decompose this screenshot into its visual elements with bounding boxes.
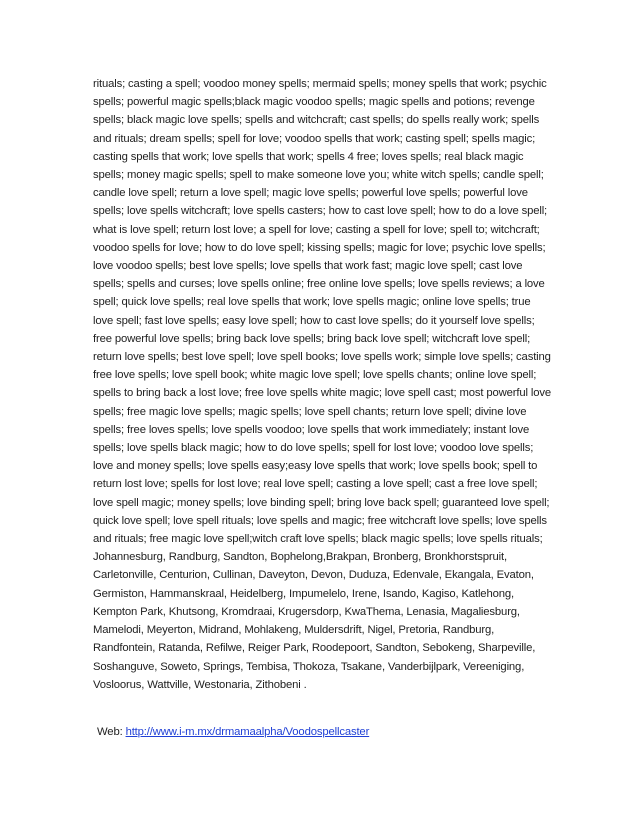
web-label: Web: bbox=[97, 726, 126, 738]
web-line bbox=[97, 723, 369, 741]
body-paragraph: rituals; casting a spell; voodoo money spells; mermaid spells; money spells that work; psychic spells; powerful magic spells;black magic voodoo spells; magic spells and potions; revenge spells; black magic love spells; spells and witchcraft; cast spells; do spells really work; spells and rituals; dream spells; spell for love; voodoo spells that work; casting spell; spells magic; casting spells that work; love spells that work; spells 4 free; loves spells; real black magic spells; money magic spells; spell to make someone love you; white witch spells; candle spell; candle love spell; return a love spell; magic love spells; powerful love spells; powerful love spells; love spells witchcraft; love spells casters; how to cast love spell; how to do a love spell; what is love spell; return lost love; a spell for love; casting a spell for love; spell to; witchcraft; voodoo spells for love; how to do love spell; kissing spells; magic for love; psychic love spells; love voodoo spells; best love spells; love spells that work fast; magic love spell; cast love spells; spells and curses; love spells online; free online love spells; love spells reviews; a love spell; quick love spells; real love spells that work; love spells magic; online love spells; true love spell; fast love spells; easy love spell; how to cast love spells; do it yourself love spells; free powerful love spells; bring back love spells; bring back love spell; witchcraft love spell; return love spells; best love spell; love spell books; love spells work; simple love spells; casting free love spells; love spell book; white magic love spell; love spells chants; online love spell; spells to bring back a lost love; free love spells white magic; love spell cast; most powerful love spells; free magic love spells; magic spells; love spell chants; return love spell; divine love spells; free loves spells; love spells voodoo; love spells that work immediately; instant love spells; love spells black magic; how to do love spells; spell for lost love; voodoo love spells; love and money spells; love spells easy;easy love spells that work; love spells book; spell to return lost love; spells for lost love; real love spell; casting a love spell; cast a free love spell; love spell magic; money spells; love binding spell; bring love back spell; guaranteed love spell; quick love spell; love spell rituals; love spells and magic; free witchcraft love spells; love spells and rituals; free magic love spell;witch craft love spells; black magic spells; love spells rituals; Johannesburg, Randburg, Sandton, Bophelong,Brakpan, Bronberg, Bronkhorstspruit, Carletonville, Centurion, Cullinan, Daveyton, Devon, Duduza, Edenvale, Ekangala, Evaton, Germiston, Hammanskraal, Heidelberg, Impumelelo, Irene, Isando, Kagiso, Katlehong, Kempton Park, Khutsong, Kromdraai, Krugersdorp, KwaThema, Lenasia, Magaliesburg, Mamelodi, Meyerton, Midrand, Mohlakeng, Muldersdrift, Nigel, Pretoria, Randburg, Randfontein, Ratanda, Refilwe, Reiger Park, Roodepoort, Sandton, Sebokeng, Sharpeville, Soshanguve, Soweto, Springs, Tembisa, Thokoza, Tsakane, Vanderbijlpark, Vereeniging, Vosloorus, Wattville, Westonaria, Zithobeni . bbox=[93, 78, 551, 691]
web-link[interactable]: http://www.i-m.mx/drmamaalpha/Voodospellcaster bbox=[125, 726, 370, 738]
